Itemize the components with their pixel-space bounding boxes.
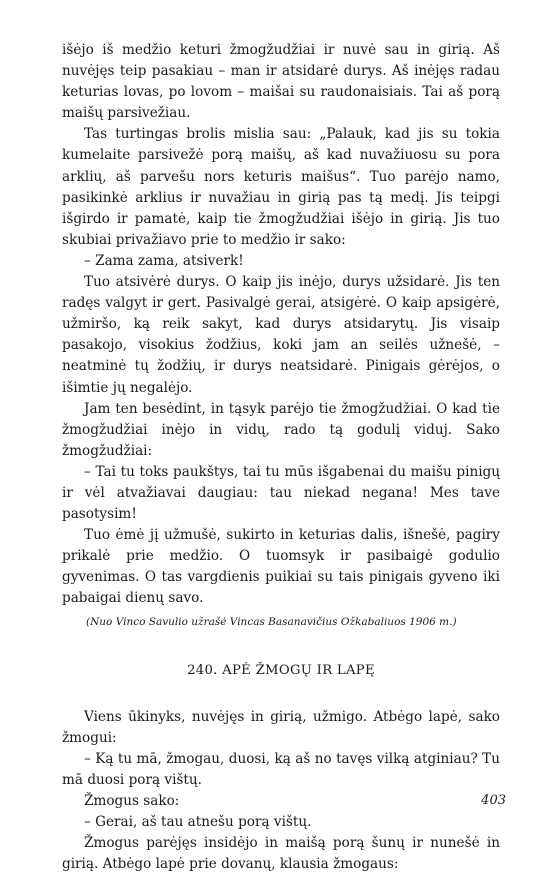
paragraph: Žmogus sako:: [84, 793, 180, 809]
story-continuation: [62, 40, 500, 610]
paragraph: išėjo iš medžio keturi žmogžudžiai ir nuvė sau in girią. Aš nuvėjęs teip pasakiau – man ir atsidarė durys. Aš inėjęs radau keturias lovas, po lovom – maišai su raudonaisiais. Tai aš porą maišų parsivežiau.: [62, 42, 500, 122]
paragraph: – Ką tu mā, žmogau, duosi, ką aš no tavęs vilką atginiau? Tu mā duosi porą vištų.: [62, 750, 500, 788]
paragraph: Žmogus parėjęs insidėjo in maišą porą šunų ir nunešė in girią. Atbėgo lapė prie dovanų, klausia žmogaus:: [62, 835, 500, 873]
paragraph: – Tai tu toks paukštys, tai tu mūs išgabenai du maišu pinigų ir vėl atvažiavai daugiau: tau niekad negana! Mes tave pasotysim!: [62, 463, 500, 523]
paragraph: Tas turtingas brolis mislia sau: „Palauk, kad jis su tokia kumelaite parsivežė porą maišų, aš kad nuvažiuosu su pora arklių, aš parvešu nors keturis maišus“. Tuo parėjo namo, pasikinkė arklius ir nuvažiau in girią pas tą medį. Jis teipgi išgirdo ir pamatė, kaip tie žmogžudžiai išėjo in girią. Jis tuo skubiai privažiavo prie to medžio ir sako:: [62, 126, 500, 248]
paragraph: Tuo ėmė jį užmušė, sukirto in keturias dalis, išnešė, pagiry prikalė prie medžio. O tuomsyk ir pasibaigė godulio gyvenimas. O tas vargdienis puikiai su tais pinigais gyveno iki pabaigai dienų savo.: [62, 527, 500, 607]
paragraph: – Gerai, aš tau atnešu porą vištų.: [84, 814, 312, 831]
page-number: 403: [481, 793, 506, 808]
paragraph: – Zama zama, atsiverk!: [84, 252, 244, 269]
story-title: 240. APĖ ŽMOGŲ IR LAPĘ: [187, 662, 375, 678]
story-body: [62, 707, 500, 875]
paragraph: Viens ūkinyks, nuvėjęs in girią, užmigo. Atbėgo lapė, sako žmogui:: [62, 708, 500, 746]
page-text: [62, 40, 500, 875]
paragraph: Tuo atsivėrė durys. O kaip jis inėjo, durys užsidarė. Jis ten radęs valgyt ir gert. Pasivalgė gerai, atsigėrė. O kaip apsigėrė, užmiršo, ką reik sakyt, kad durys atsidarytų. Jis visaip pasakojo, visokius žodžius, koki jam an seilės užnešė, – neatminė tų žodžių, ir durys neatsidarė. Pinigais gėrėjos, o išimtie jų negalėjo.: [62, 274, 500, 396]
paragraph: Jam ten besėdint, in tąsyk parėjo tie žmogžudžiai. O kad tie žmogžudžiai inėjo in vidų, rado tą godulį viduj. Sako žmogžudžiai:: [62, 400, 500, 459]
source-note: (Nuo Vinco Savulio užrašė Vincas Basanavičius Ožkabaliuos 1906 m.): [86, 615, 457, 628]
